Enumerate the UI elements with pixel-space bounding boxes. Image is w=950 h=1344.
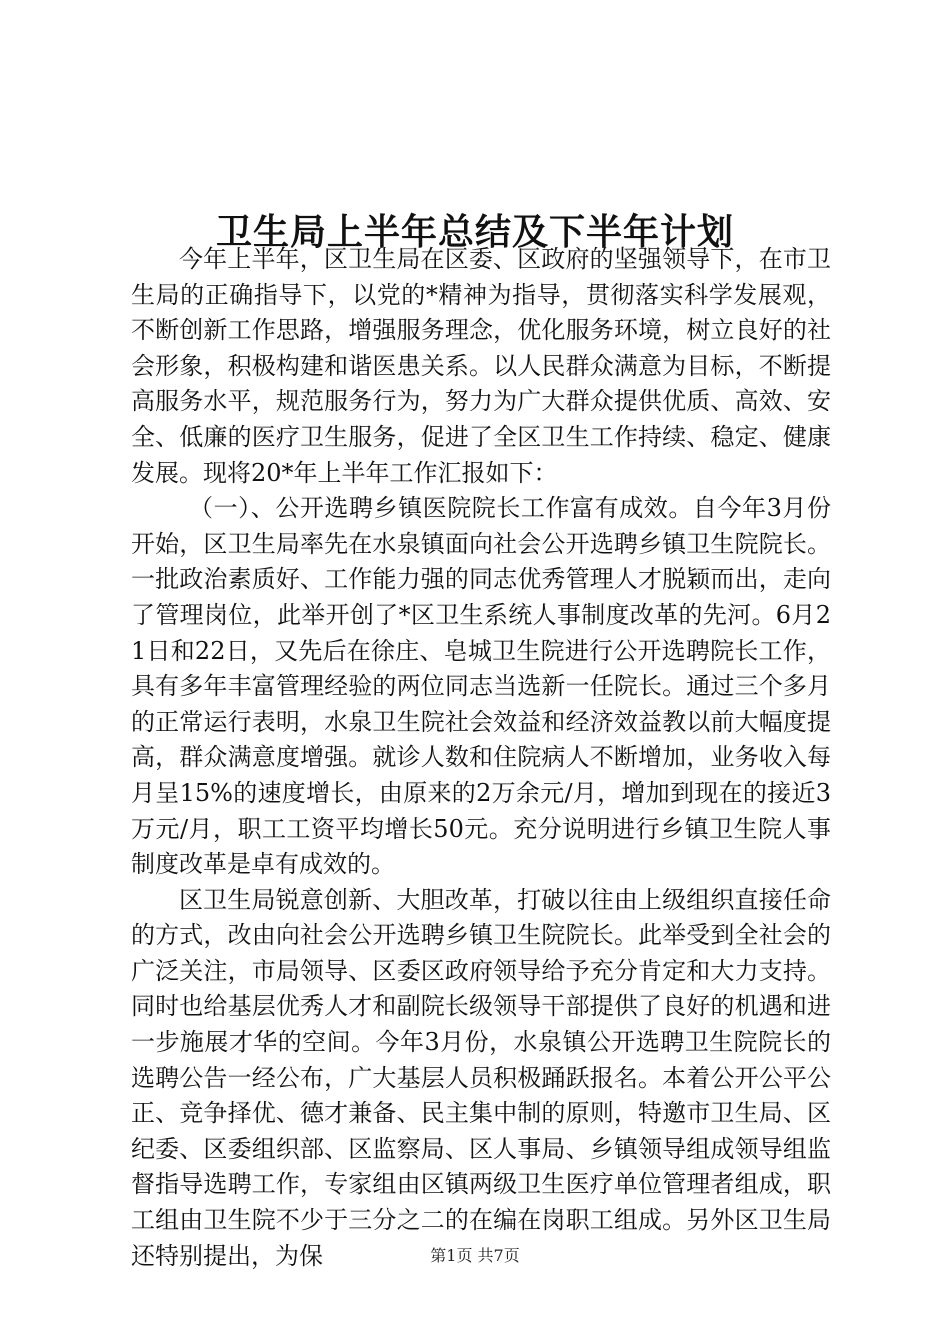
page-footer: 第1页 共7页 [430,1246,520,1265]
document-title: 卫生局上半年总结及下半年计划 [215,211,734,254]
paragraph-intro: 今年上半年，区卫生局在区委、区政府的坚强领导下，在市卫生局的正确指导下，以党的*精神为指导，贯彻落实科学发展观，不断创新工作思路，增强服务理念，优化服务环境，树立良好的社会形象，积极构建和谐医患关系。以人民群众满意为目标，不断提高服务水平，规范服务行为，努力为广大群众提供优质、高效、安全、低廉的医疗卫生服务，促进了全区卫生工作持续、稳定、健康发展。现将20*年上半年工作汇报如下： [131,245,831,487]
paragraph-section-one: （一）、公开选聘乡镇医院院长工作富有成效。自今年3月份开始，区卫生局率先在水泉镇面向社会公开选聘乡镇卫生院院长。一批政治素质好、工作能力强的同志优秀管理人才脱颖而出，走向了管理岗位，此举开创了*区卫生系统人事制度改革的先河。6月21日和22日，又先后在徐庄、皂城卫生院进行公开选聘院长工作，具有多年丰富管理经验的两位同志当选新一任院长。通过三个多月的正常运行表明，水泉卫生院社会效益和经济效益教以前大幅度提高，群众满意度增强。就诊人数和住院病人不断增加，业务收入每月呈15%的速度增长，由原来的2万余元/月，增加到现在的接近3万元/月，职工工资平均增长50元。充分说明进行乡镇卫生院人事制度改革是卓有成效的。 [131,494,831,879]
paragraph-reform-details: 区卫生局锐意创新、大胆改革，打破以往由上级组织直接任命的方式，改由向社会公开选聘乡镇卫生院院长。此举受到全社会的广泛关注，市局领导、区委区政府领导给予充分肯定和大力支持。同时也给基层优秀人才和副院长级领导干部提供了良好的机遇和进一步施展才华的空间。今年3月份，水泉镇公开选聘卫生院院长的选聘公告一经公布，广大基层人员积极踊跃报名。本着公开公平公正、竞争择优、德才兼备、民主集中制的原则，特邀市卫生局、区纪委、区委组织部、区监察局、区人事局、乡镇领导组成领导组监督指导选聘工作，专家组由区镇两级卫生医疗单位管理者组成，职工组由卫生院不少于三分之二的在编在岗职工组成。另外区卫生局还特别提出，为保 [131,885,831,1270]
document-body [131,242,831,1274]
